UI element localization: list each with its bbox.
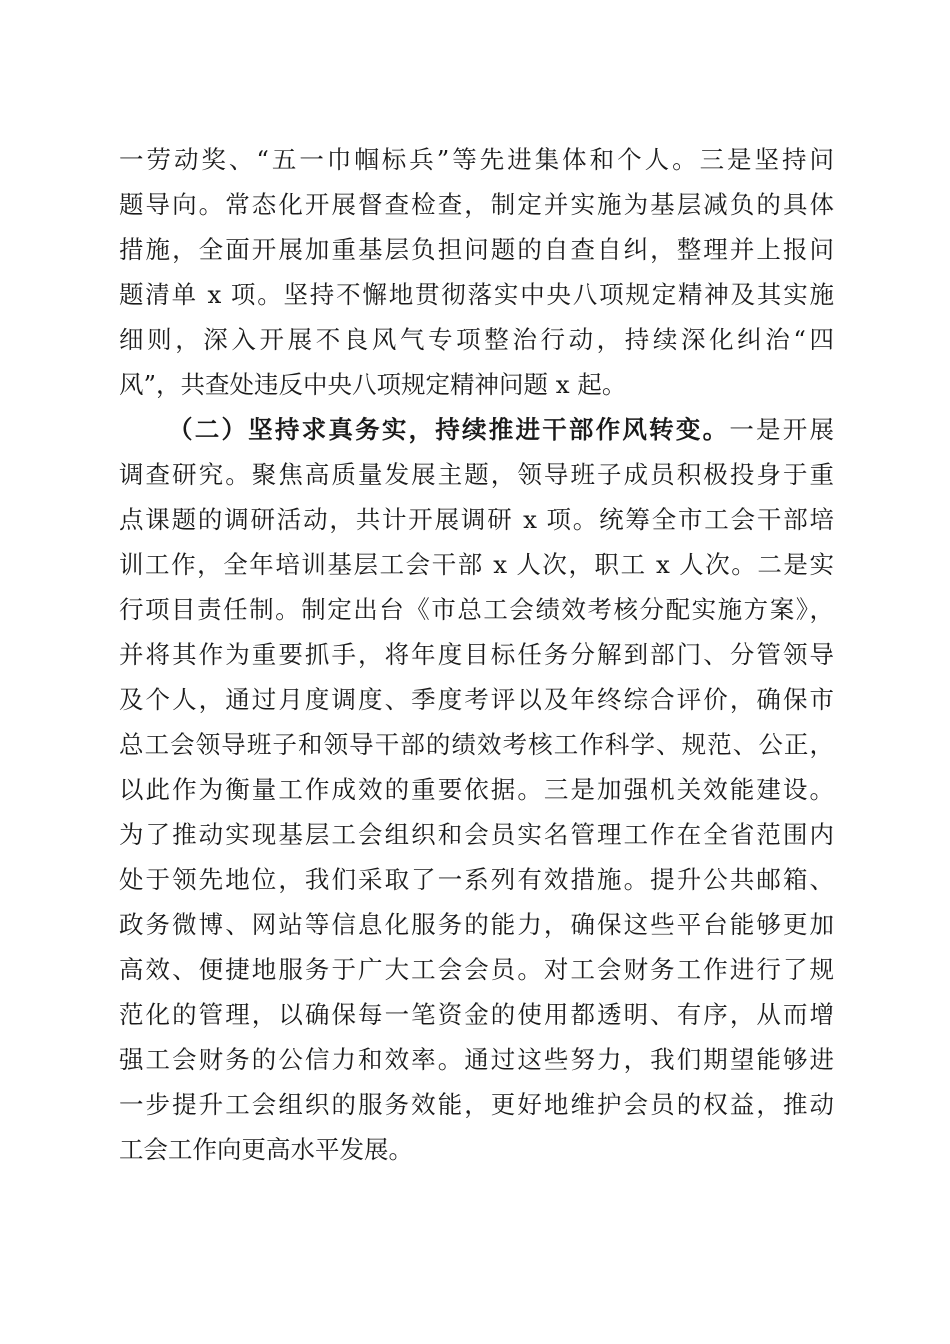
text-line: 调查研究。聚焦高质量发展主题，领导班子成员积极投身于重 [119, 460, 834, 489]
text-line: 点课题的调研活动，共计开展调研 x 项。统筹全市工会干部培 [119, 505, 834, 534]
text-line: 题清单 x 项。坚持不懈地贯彻落实中央八项规定精神及其实施 [119, 280, 834, 309]
text-line: 措施，全面开展加重基层负担问题的自查自纠，整理并上报问 [119, 235, 834, 264]
text-line: 一步提升工会组织的服务效能，更好地维护会员的权益，推动 [119, 1090, 834, 1119]
text-line: 强工会财务的公信力和效率。通过这些努力，我们期望能够进 [119, 1045, 834, 1074]
text-line: 高效、便捷地服务于广大工会会员。对工会财务工作进行了规 [119, 955, 834, 984]
section-heading-line [168, 410, 834, 450]
text-line: 为了推动实现基层工会组织和会员实名管理工作在全省范围内 [119, 820, 834, 849]
text-line: 训工作，全年培训基层工会干部 x 人次，职工 x 人次。二是实 [119, 550, 834, 579]
text-line: 范化的管理，以确保每一笔资金的使用都透明、有序，从而增 [119, 1000, 834, 1029]
text-line: 总工会领导班子和领导干部的绩效考核工作科学、规范、公正， [119, 730, 834, 759]
section-heading: （二）坚持求真务实，持续推进干部作风转变。 [168, 415, 730, 444]
text-line: 细则，深入开展不良风气专项整治行动，持续深化纠治“四 [119, 325, 834, 354]
section-heading-tail: 一是开展 [729, 415, 834, 444]
text-line: 风”，共查处违反中央八项规定精神问题 x 起。 [119, 370, 627, 399]
text-line: 以此作为衡量工作成效的重要依据。三是加强机关效能建设。 [119, 775, 834, 804]
text-line: 及个人，通过月度调度、季度考评以及年终综合评价，确保市 [119, 685, 834, 714]
text-line: 一劳动奖、“五一巾帼标兵”等先进集体和个人。三是坚持问 [119, 145, 834, 174]
text-line: 政务微博、网站等信息化服务的能力，确保这些平台能够更加 [119, 910, 834, 939]
text-line: 工会工作向更高水平发展。 [119, 1135, 413, 1164]
text-line: 题导向。常态化开展督查检查，制定并实施为基层减负的具体 [119, 190, 834, 219]
text-line: 处于领先地位，我们采取了一系列有效措施。提升公共邮箱、 [119, 865, 834, 894]
text-line: 并将其作为重要抓手，将年度目标任务分解到部门、分管领导 [119, 640, 834, 669]
text-line: 行项目责任制。制定出台《市总工会绩效考核分配实施方案》， [119, 595, 834, 624]
